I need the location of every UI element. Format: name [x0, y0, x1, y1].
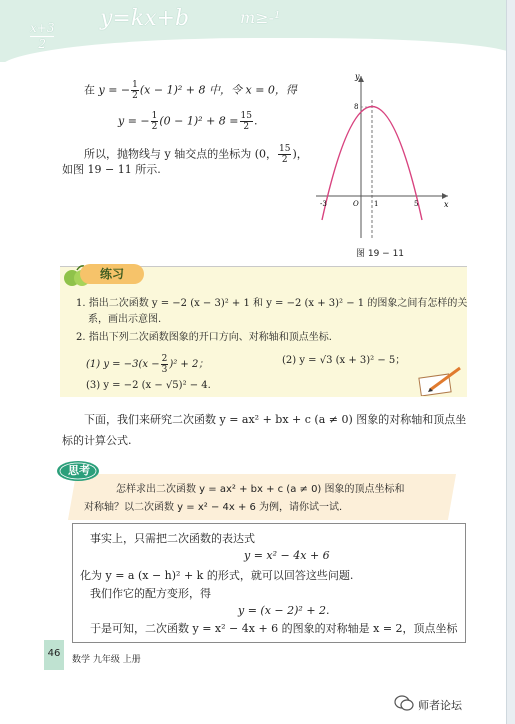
page-spine: [506, 0, 515, 724]
think-badge-label: 思考: [68, 464, 90, 477]
header-formula-linear: y=kx+b: [100, 6, 190, 31]
think-line-1: 怎样求出二次函数 y = ax² + bx + c (a ≠ 0) 图象的顶点坐标和: [116, 484, 405, 495]
x-axis-arrow: [442, 193, 448, 199]
practice-q1-line1: 1. 指出二次函数 y = −2 (x − 3)² + 1 和 y = −2 (x + 3)² − 1 的图象之间有怎样的关: [76, 298, 468, 309]
header-formula-inequality: m≥-¹: [240, 8, 281, 27]
tick-label-5: 5: [414, 200, 419, 208]
answer-line-3: 化为 y = a (x − h)² + k 的形式，就可以回答这些问题.: [80, 569, 354, 582]
practice-q2-1: (1) y = −3(x − $\frac{2}{3}$ )² + 2；: [86, 354, 209, 375]
answer-line-6: 于是可知，二次函数 y = x² − 4x + 6 的图象的对称轴是 x = 2，顶点坐标: [90, 622, 458, 635]
practice-q2: 2. 指出下列二次函数图象的开口方向、对称轴和顶点坐标.: [76, 332, 332, 343]
answer-line-4: 我们作它的配方变形，得: [90, 587, 211, 600]
parabola-graph: [308, 70, 456, 240]
origin-label: O: [353, 200, 359, 208]
practice-q2-3: (3) y = −2 (x − √5)² − 4.: [86, 380, 211, 391]
pencil-notebook-icon: [416, 366, 464, 396]
x-axis-label: x: [444, 200, 449, 209]
practice-q2-2: (2) y = √3 (x + 3)² − 5；: [282, 355, 406, 366]
header-formula-num: x+3: [30, 21, 55, 35]
answer-line-2: y = x² − 4x + 6: [244, 549, 330, 562]
header-formula-den: 2: [38, 37, 47, 51]
body-line-1: 下面，我们来研究二次函数 y = ax² + bx + c (a ≠ 0) 图象的对称轴和顶点坐: [84, 413, 467, 426]
intro-line-2: y = − $\frac{1}{2}$ (0 − 1)² + 8 = $\frac{15}{2}$ .: [118, 111, 258, 132]
practice-q1-line2: 系，画出示意图.: [88, 314, 162, 325]
answer-line-5: y = (x − 2)² + 2.: [238, 604, 330, 617]
tick-label-1: 1: [374, 200, 379, 208]
answer-line-1: 事实上，只需把二次函数的表达式: [90, 532, 255, 545]
wechat-icon: [394, 695, 414, 711]
page-number: 46: [44, 640, 64, 670]
figure-caption: 图 19 − 11: [356, 249, 405, 259]
tick-label-neg3: -3: [320, 200, 327, 208]
watermark-text: 师者论坛: [418, 699, 462, 712]
think-line-2: 对称轴？以二次函数 y = x² − 4x + 6 为例，请你试一试.: [84, 502, 343, 513]
book-title: 数学 九年级 上册: [72, 655, 141, 665]
body-line-2: 标的计算公式.: [62, 434, 132, 447]
intro-line-1: 在 y = − $\frac{1}{2}$ (x − 1)² + 8 中，令 x = 0，得: [84, 80, 297, 101]
practice-title: 练习: [80, 264, 144, 284]
intro-line-3: 所以，抛物线与 y 轴交点的坐标为 (0， $\frac{15}{2}$ )，: [84, 144, 308, 165]
header-formula-fraction: [30, 22, 54, 51]
y-axis-label: y: [355, 72, 360, 81]
intro-line-4: 如图 19 − 11 所示.: [62, 163, 161, 176]
tick-label-8: 8: [354, 103, 359, 111]
